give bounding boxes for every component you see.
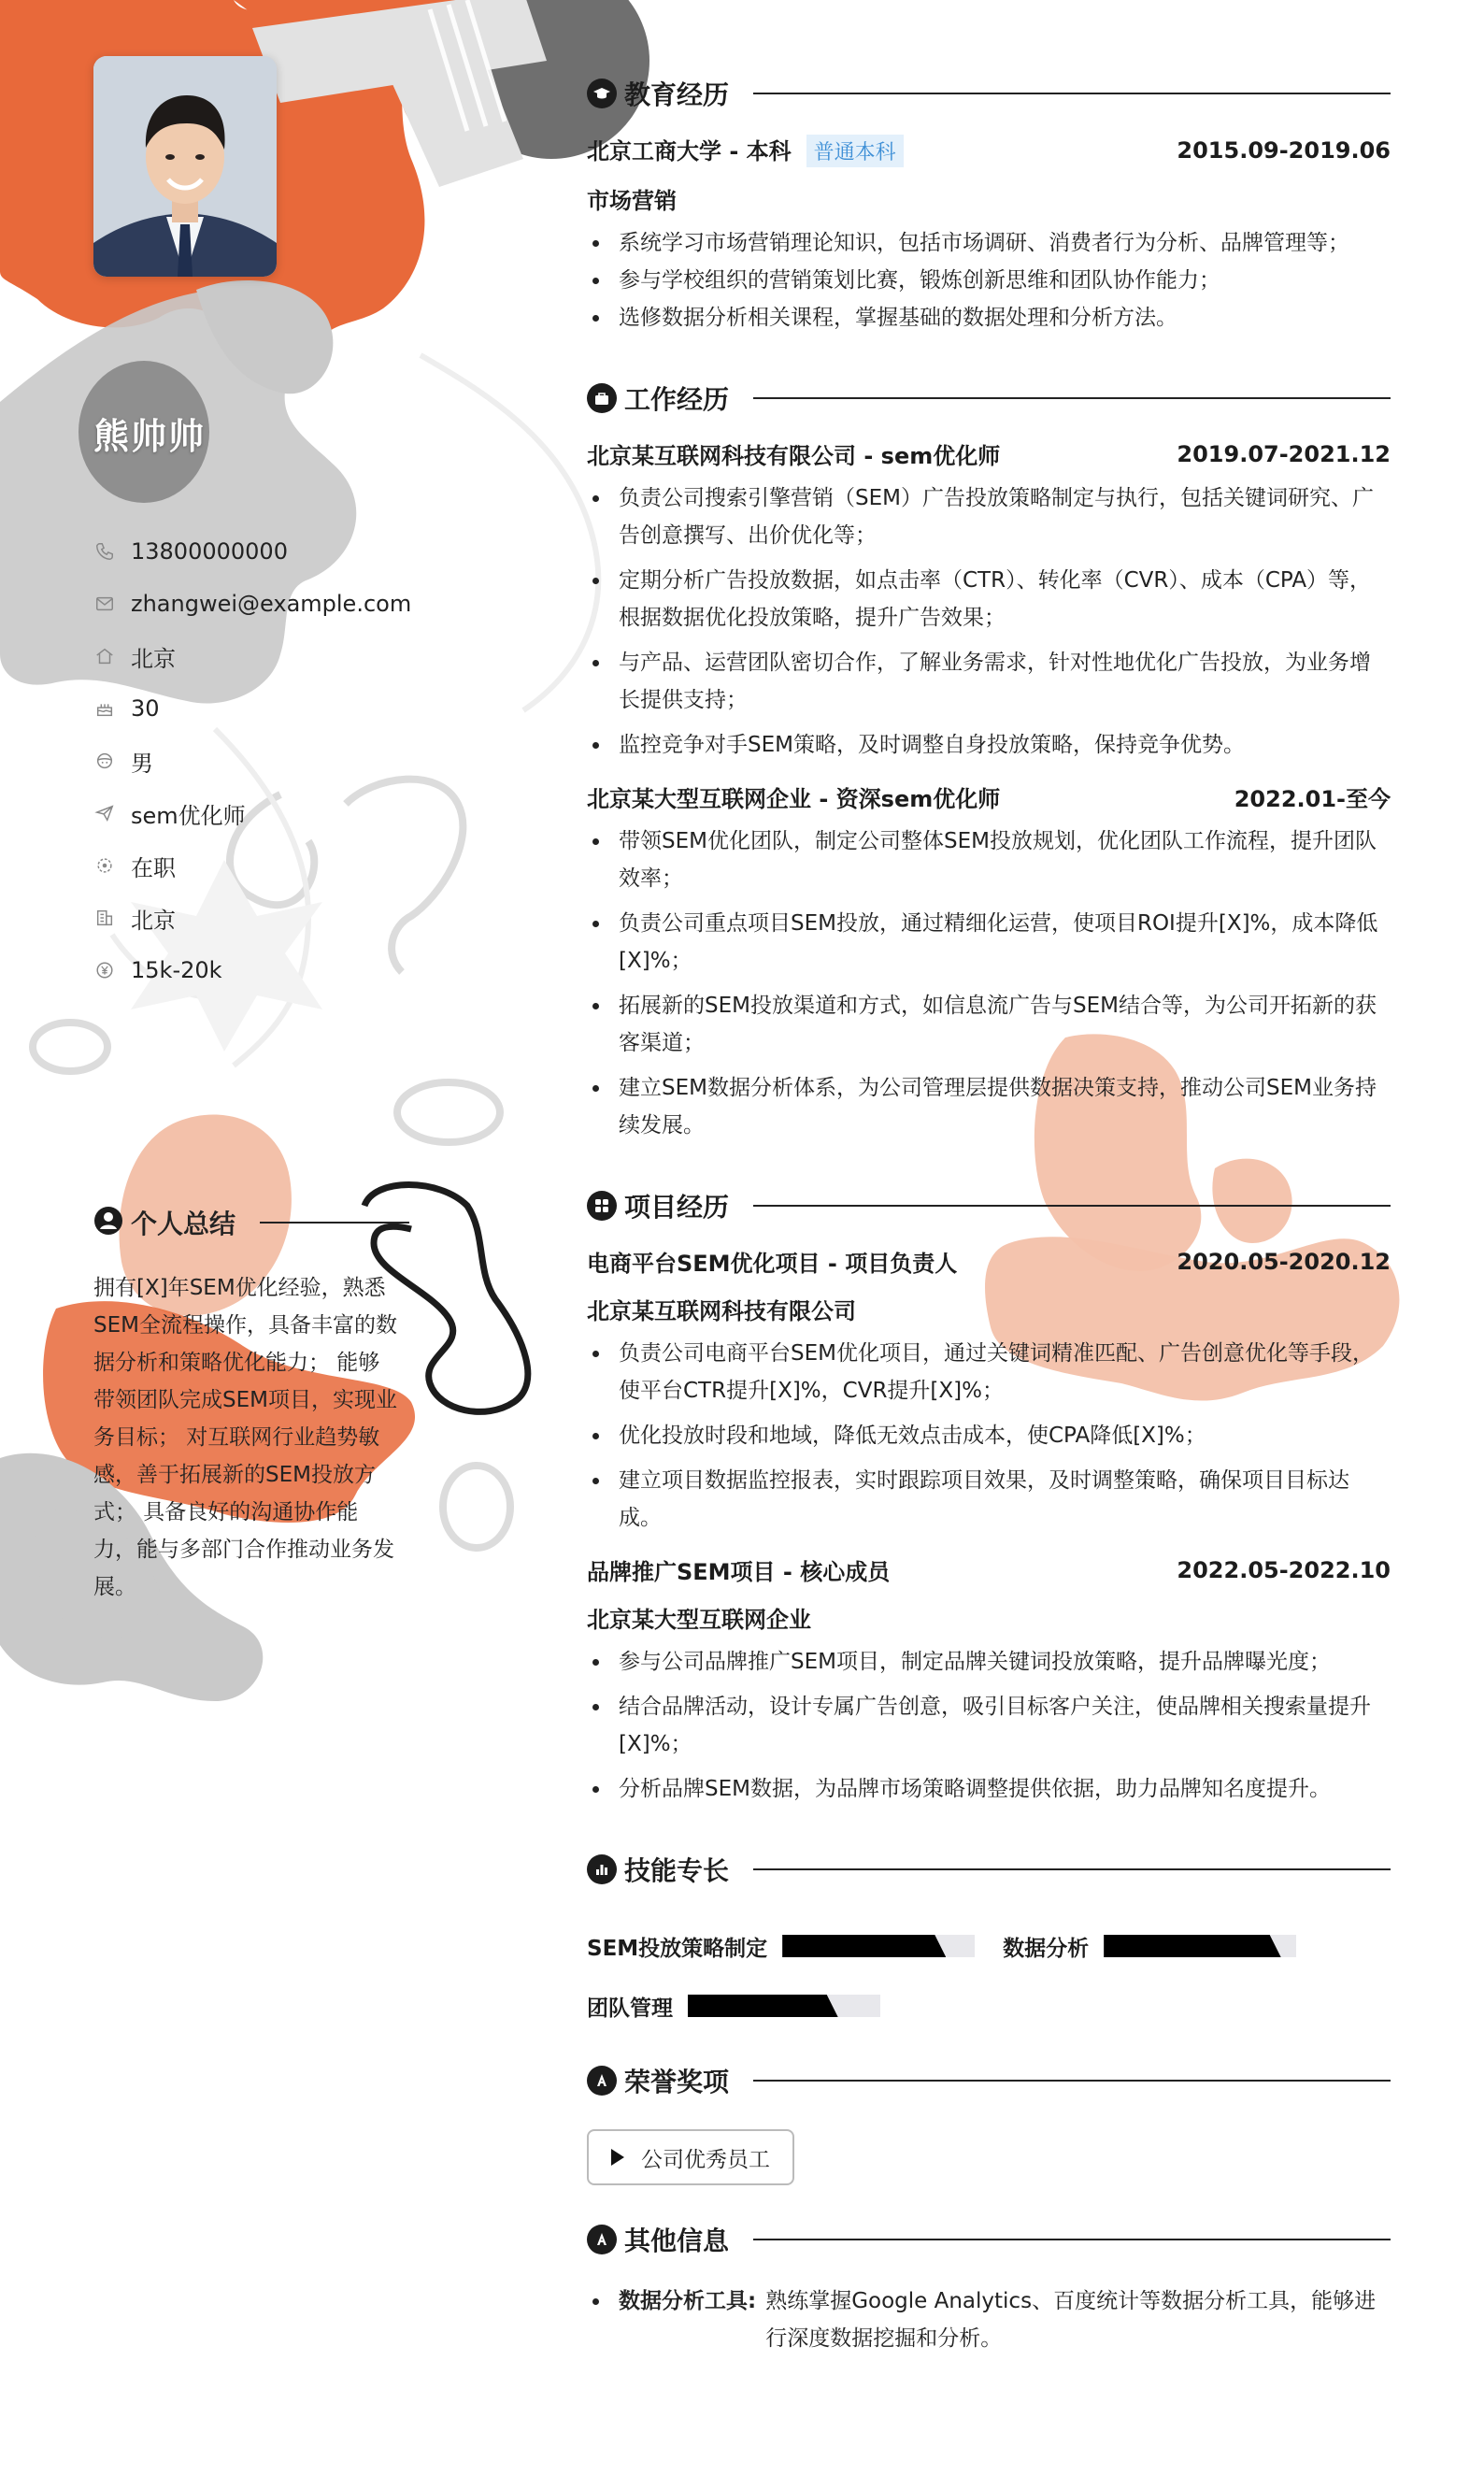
other-divider [753,2239,1391,2240]
work-title: 工作经历 [624,384,730,415]
job-date: 2022.01-至今 [1234,786,1391,812]
mail-icon [93,593,116,615]
job-title: 北京某互联网科技有限公司 - sem优化师 [587,443,1001,469]
work-divider [753,397,1391,399]
info-status: 在职 [93,839,411,892]
school-name: 北京工商大学 - 本科 [587,138,792,165]
skill-bar [782,1935,975,1957]
job-bullets [587,823,1391,1144]
project-bullets [587,1335,1391,1537]
skill-item [1003,1931,1296,1962]
skill-bar [1104,1935,1296,1957]
award-label: 公司优秀员工 [641,2147,770,2172]
cake-icon [93,697,116,720]
grid-icon [587,1191,617,1221]
skill-label: SEM投放策略制定 [587,1936,768,1961]
summary-header [93,1204,409,1241]
profile-photo [93,56,277,277]
info-city: 北京 [93,630,411,682]
skill-label: 团队管理 [587,1996,673,2021]
skill-bar-fill [782,1935,946,1957]
skill-bar [688,1995,880,2017]
honors-divider [753,2080,1391,2082]
list-item [587,2282,1391,2357]
skill-item [587,1991,880,2022]
projects-header [587,1183,1391,1228]
projects-title: 项目经历 [624,1192,730,1223]
skills-list [587,1916,1391,2036]
education-row [587,133,1391,167]
summary-divider [260,1222,409,1224]
info-salary: 15k-20k [93,944,411,996]
list-item: 结合品牌活动，设计专属广告创意，吸引目标客户关注，使品牌相关搜索量提升[X]%； [587,1688,1391,1763]
project-date: 2020.05-2020.12 [1177,1248,1391,1275]
phone-icon [93,540,116,563]
honors-title: 荣誉奖项 [624,2067,730,2097]
project-org: 北京某大型互联网企业 [587,1607,811,1633]
skill-bar-fill [688,1995,838,2017]
send-icon [93,802,116,824]
list-item: 选修数据分析相关课程，掌握基础的数据处理和分析方法。 [587,299,1391,336]
info-position: sem优化师 [93,787,411,839]
project-row [587,1553,1391,1586]
info-location: 北京 [93,892,411,944]
skills-title: 技能专长 [624,1855,730,1886]
list-item: 负责公司重点项目SEM投放，通过精细化运营，使项目ROI提升[X]%，成本降低[X]%； [587,905,1391,980]
education-header [587,71,1391,116]
skill-item [587,1931,975,1962]
job-title: 北京某大型互联网企业 - 资深sem优化师 [587,786,1001,812]
honors-header [587,2058,1391,2103]
summary-title: 个人总结 [131,1209,236,1239]
projects-divider [753,1205,1391,1207]
list-item: 系统学习市场营销理论知识，包括市场调研、消费者行为分析、品牌管理等； [587,224,1391,262]
education-title: 教育经历 [624,79,730,110]
education-divider [753,93,1391,94]
other-list [587,2282,1391,2357]
job-row [587,780,1391,813]
list-item: 参与公司品牌推广SEM项目，制定品牌关键词投放策略，提升品牌曝光度； [587,1643,1391,1681]
list-item: 建立SEM数据分析体系，为公司管理层提供数据决策支持，推动公司SEM业务持续发展。 [587,1069,1391,1144]
project-title: 电商平台SEM优化项目 - 项目负责人 [587,1251,958,1277]
skill-bar-fill [1104,1935,1281,1957]
list-item: 与产品、运营团队密切合作，了解业务需求，针对性地优化广告投放，为业务增长提供支持； [587,644,1391,719]
list-item: 带领SEM优化团队，制定公司整体SEM投放规划，优化团队工作流程，提升团队效率； [587,823,1391,897]
info-email: zhangwei@example.com [93,578,411,630]
user-circle-icon [93,1206,123,1239]
other-label: 数据分析工具: [619,2289,757,2313]
project-bullets [587,1643,1391,1808]
project-date: 2022.05-2022.10 [1177,1556,1391,1583]
play-triangle-icon [611,2149,624,2166]
list-item: 监控竞争对手SEM策略，及时调整自身投放策略，保持竞争优势。 [587,726,1391,764]
skills-header [587,1847,1391,1892]
job-date: 2019.07-2021.12 [1177,440,1391,467]
list-item: 优化投放时段和地域，降低无效点击成本，使CPA降低[X]%； [587,1417,1391,1454]
building-icon [93,907,116,929]
other-header [587,2217,1391,2262]
other-text: 熟练掌握Google Analytics、百度统计等数据分析工具，能够进行深度数据挖掘和分析。 [765,2289,1377,2351]
project-title: 品牌推广SEM项目 - 核心成员 [587,1559,891,1585]
briefcase-icon [587,383,617,413]
education-bullets [587,224,1391,336]
skills-divider [753,1868,1391,1870]
status-icon [93,854,116,877]
list-item: 参与学校组织的营销策划比赛，锻炼创新思维和团队协作能力； [587,262,1391,299]
education-date: 2015.09-2019.06 [1177,136,1391,164]
project-org: 北京某互联网科技有限公司 [587,1298,856,1324]
yen-icon [93,959,116,981]
skill-label: 数据分析 [1003,1936,1090,1961]
list-item: 负责公司搜索引擎营销（SEM）广告投放策略制定与执行，包括关键词研究、广告创意撰写、出价优化等； [587,479,1391,554]
info-phone: 13800000000 [93,525,411,578]
list-item: 拓展新的SEM投放渠道和方式，如信息流广告与SEM结合等，为公司开拓新的获客渠道； [587,987,1391,1062]
info-gender: 男 [93,735,411,787]
gender-icon [93,750,116,772]
award-tag [587,2129,794,2185]
list-item: 定期分析广告投放数据，如点击率（CTR）、转化率（CVR）、成本（CPA）等，根据数据优化投放策略，提升广告效果； [587,562,1391,637]
job-row [587,437,1391,470]
graduation-cap-icon [587,79,617,108]
list-item: 分析品牌SEM数据，为品牌市场策略调整提供依据，助力品牌知名度提升。 [587,1770,1391,1808]
other-title: 其他信息 [624,2225,730,2256]
list-item: 负责公司电商平台SEM优化项目，通过关键词精准匹配、广告创意优化等手段，使平台CTR提升[X]%，CVR提升[X]%； [587,1335,1391,1410]
degree-badge: 普通本科 [806,135,904,167]
bar-chart-icon [587,1854,617,1884]
list-item: 建立项目数据监控报表，实时跟踪项目效果，及时调整策略，确保项目目标达成。 [587,1462,1391,1537]
main-column [587,71,1391,2357]
award-icon [587,2066,617,2096]
education-major: 市场营销 [587,188,677,214]
info-letter-icon [587,2225,617,2254]
work-header [587,376,1391,421]
project-row [587,1245,1391,1278]
home-icon [93,645,116,667]
candidate-name: 熊帅帅 [93,416,207,457]
job-bullets [587,479,1391,764]
contact-info [93,525,411,996]
info-age: 30 [93,682,411,735]
summary-text: 拥有[X]年SEM优化经验，熟悉SEM全流程操作，具备丰富的数据分析和策略优化能力； 能够带领团队完成SEM项目，实现业务目标； 对互联网行业趋势敏感，善于拓展新的SEM投放方式； 具备良好的沟通协作能力，能与多部门合作推动业务发展。 [93,1276,397,1599]
